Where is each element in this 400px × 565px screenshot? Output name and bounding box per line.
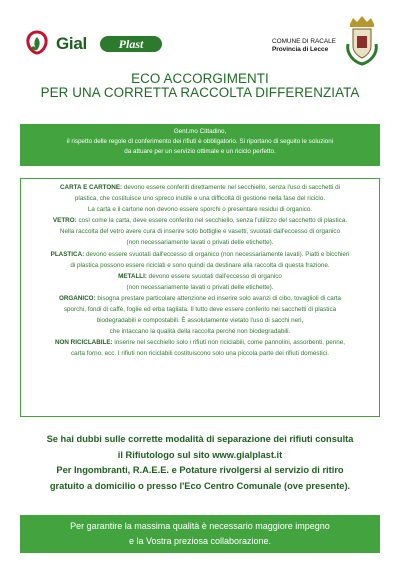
- footer-info-line: il Rifiutologo sul sito www.gialplast.it: [117, 449, 283, 460]
- footer-info-line: gratuito a domicilio o presso l'Eco Centro Comunale (ove presente).: [49, 480, 351, 491]
- rule-text: plastica, che costituisce uno spreco inutile e una difficoltà di gestione nella fase del riciclo.: [74, 195, 326, 203]
- rule-text: devono essere svuotati dall'eccesso di organico: [147, 272, 282, 280]
- page-title: [0, 72, 400, 100]
- municipality-name: COMUNE DI RACALE: [272, 38, 336, 45]
- footer-info-line: Per Ingombranti, R.A.E.E. e Potature rivolgersi al servizio di ritiro: [56, 465, 344, 475]
- intro-text-2: da attuare per un servizio ottimale e un riciclo perfetto.: [124, 148, 276, 155]
- title-line-1: ECO ACCORGIMENTI: [131, 71, 269, 86]
- intro-box: [20, 124, 380, 166]
- rule-text: sporchi, fondi di caffè, foglie ed erba tagliata. Il tutto deve essere conferito nei sacchetti di plastica: [63, 306, 337, 314]
- brand-suffix: Plast: [100, 36, 162, 52]
- rule-vetro: [21, 215, 379, 226]
- rule-key: METALLI:: [118, 272, 147, 280]
- municipality-label: [272, 38, 352, 54]
- footer-info-line: Se hai dubbi sulle corrette modalità di separazione dei rifiuti consulta: [46, 434, 354, 444]
- rule-text: bisogna prestare particolare attenzione ed inserire solo avanzi di cibo, tovaglioli di carta: [95, 294, 342, 302]
- rule-metalli: [21, 271, 379, 282]
- banner-line: e la Vostra preziosa collaborazione.: [128, 535, 272, 546]
- rule-text: così come la carta, deve essere conferito nel secchiello, senza l'utilizzo del sacchetto di plastica.: [76, 217, 348, 225]
- rules-box: [20, 178, 380, 417]
- rule-non-riciclabile: [21, 337, 379, 348]
- rule-organico: [21, 293, 379, 304]
- rule-text: inserire nel secchiello solo i rifiuti non riciclabili, come pannolini, assorbenti, penne,: [112, 339, 346, 347]
- rule-plastica: [21, 249, 379, 260]
- rule-carta: [21, 182, 379, 193]
- rule-text: (non necessariamente lavati o privati delle etichette).: [126, 283, 274, 291]
- municipal-crest-icon: [344, 14, 380, 66]
- footer-info: [0, 432, 400, 494]
- rule-text: che intaccano la qualità della raccolta perché non biodegradabili.: [109, 328, 291, 336]
- brand-name: Gial: [56, 34, 87, 53]
- rule-text: carta forno, ecc. I rifiuti non riciclabili costituiscono solo una piccola parte dei rifiuti domestici.: [71, 350, 329, 358]
- rule-text: devono essere conferiti direttamente nel secchiello, senza l'uso di sacchetti di: [122, 184, 341, 191]
- header: [0, 0, 400, 70]
- gialplast-logo: [22, 28, 152, 58]
- flower-logo-icon: [22, 28, 52, 58]
- rule-text: La carta e il cartone non devono essere sporchi o presentare residui di organico.: [87, 206, 313, 214]
- rule-key: VETRO:: [52, 217, 77, 225]
- rule-key: ORGANICO:: [58, 294, 96, 302]
- rule-key: CARTA E CARTONE:: [59, 184, 123, 191]
- rule-text: Nella raccolta del vetro avere cura di inserire solo bottiglie e vasetti, svuotati dall'eccesso di organico: [59, 228, 341, 236]
- intro-text-1: il rispetto delle regole di conferimento dei rifiuti è obbligatorio. Si riportano di seguito le soluzioni: [66, 138, 334, 145]
- rule-key: NON RICICLABILE:: [54, 339, 113, 347]
- intro-greeting: Gent.mo Cittadino,: [173, 128, 227, 135]
- rule-key: PLASTICA:: [50, 250, 85, 258]
- municipality-province: Provincia di Lecce: [272, 46, 329, 53]
- rule-text: (non necessariamente lavati o privati delle etichette).: [126, 239, 274, 247]
- rule-text: biodegradabili e compostabili. È assolutamente vietato l'uso di sacchi neri,: [96, 317, 304, 325]
- rule-text: devono essere svuotati dall'eccesso di organico (non necessariamente lavati). Piatti e bicchieri: [84, 250, 350, 258]
- closing-banner: [20, 515, 380, 553]
- rule-text: di plastica possono essere riciclati e sono quindi da destinare alla raccolta di questa frazione.: [70, 261, 330, 269]
- banner-line: Per garantire la massima qualità è necessario maggiore impegno: [70, 521, 330, 531]
- title-line-2: PER UNA CORRETTA RACCOLTA DIFFERENZIATA: [40, 85, 360, 100]
